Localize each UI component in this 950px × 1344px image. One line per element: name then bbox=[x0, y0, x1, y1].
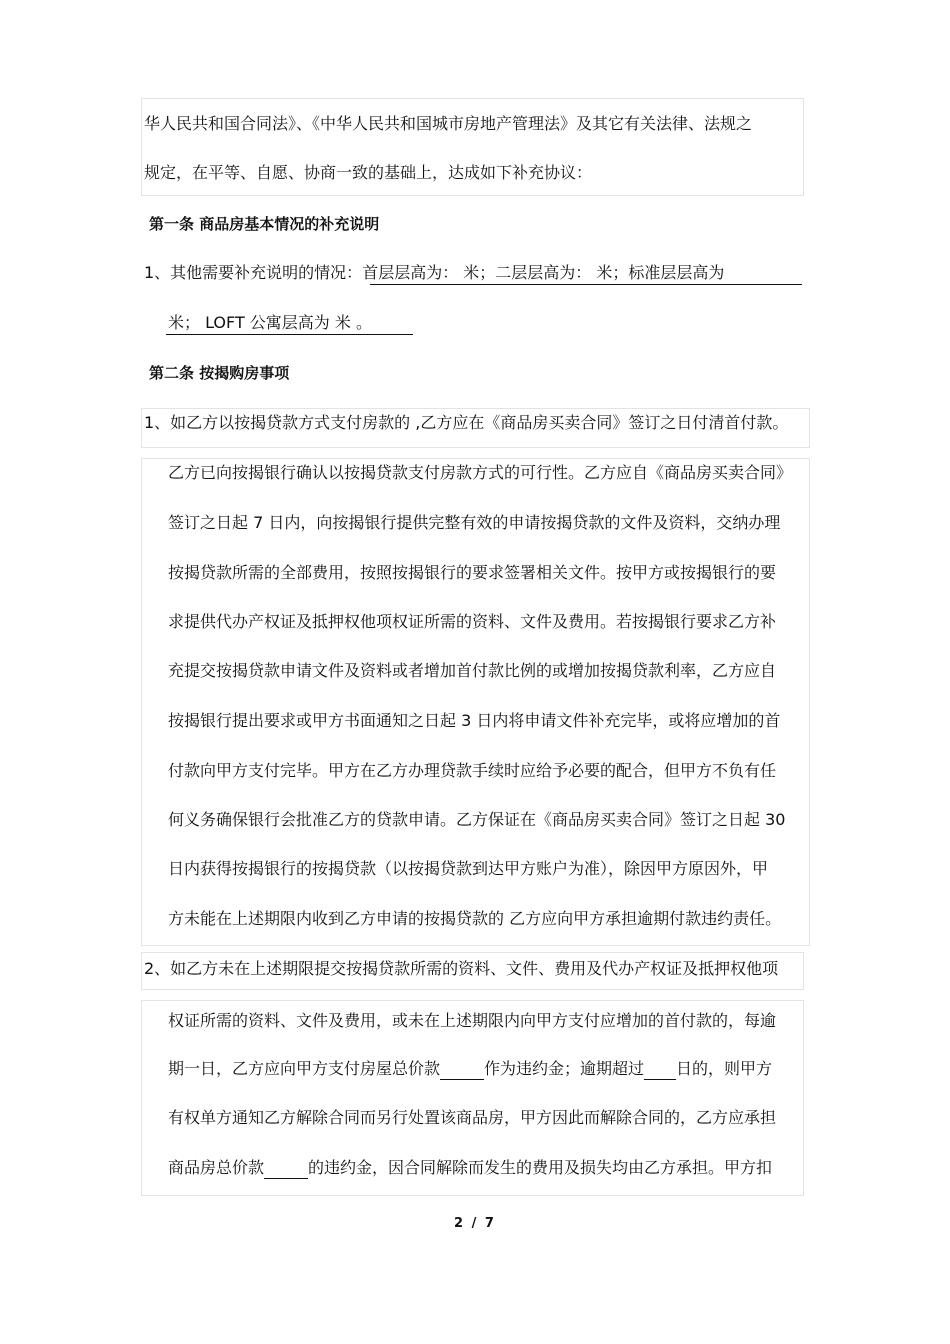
intro-line-1: 华人民共和国合同法》、《中华人民共和国城市房地产管理法》及其它有关法律、法规之 bbox=[144, 114, 753, 133]
termination-penalty-blank bbox=[264, 1160, 308, 1179]
article2-para1-line-8: 付款向甲方支付完毕。甲方在乙方办理贷款手续时应给予必要的配合，但甲方不负有任 bbox=[168, 761, 777, 780]
article2-para2-line-3 bbox=[168, 1058, 772, 1080]
intro-line-2: 规定，在平等、自愿、协商一致的基础上，达成如下补充协议： bbox=[144, 163, 593, 182]
article2-para1-line-1: 1、如乙方以按揭贷款方式支付房款的 ,乙方应在《商品房买卖合同》签订之日付清首付款。 bbox=[144, 413, 789, 432]
article2-para1-line-11: 方未能在上述期限内收到乙方申请的按揭贷款的 乙方应向甲方承担逾期付款违约责任。 bbox=[168, 909, 782, 928]
article1-item1-underline-2 bbox=[166, 334, 413, 335]
violation-rate-blank bbox=[440, 1061, 484, 1080]
article2-para1-line-2: 乙方已向按揭银行确认以按揭贷款支付房款方式的可行性。乙方应自《商品房买卖合同》 bbox=[168, 463, 793, 482]
article2-para1-line-4: 按揭贷款所需的全部费用，按照按揭银行的要求签署相关文件。按甲方或按揭银行的要 bbox=[168, 563, 777, 582]
article2-para2-line-5 bbox=[168, 1157, 772, 1179]
article2-para2-line-4: 有权单方通知乙方解除合同而另行处置该商品房，甲方因此而解除合同的，乙方应承担 bbox=[168, 1108, 777, 1127]
article2-para2-line-2: 权证所需的资料、文件及费用，或未在上述期限内向甲方支付应增加的首付款的，每逾 bbox=[168, 1011, 777, 1030]
article2-para1-line-7: 按揭银行提出要求或甲方书面通知之日起 3 日内将申请文件补充完毕，或将应增加的首 bbox=[168, 711, 781, 730]
para2-line5-part-b: 的违约金，因合同解除而发生的费用及损失均由乙方承担。甲方扣 bbox=[308, 1158, 773, 1177]
para2-line3-part-c: 日的，则甲方 bbox=[676, 1059, 773, 1078]
article2-para1-line-10: 日内获得按揭银行的按揭贷款（以按揭贷款到达甲方账户为准），除因甲方原因外，甲 bbox=[168, 859, 769, 878]
overdue-days-blank bbox=[644, 1061, 676, 1080]
page-indicator: 2 / 7 bbox=[454, 1216, 496, 1231]
para2-line5-part-a: 商品房总价款 bbox=[168, 1158, 265, 1177]
para2-line3-part-a: 期一日，乙方应向甲方支付房屋总价款 bbox=[168, 1059, 441, 1078]
article1-item1-rest: 首层层高为： 米；二层层高为： 米；标准层层高为 bbox=[362, 263, 725, 282]
article2-heading: 第二条 按揭购房事项 bbox=[149, 364, 290, 382]
article2-para1-line-9: 何义务确保银行会批准乙方的贷款申请。乙方保证在《商品房买卖合同》签订之日起 30 bbox=[168, 810, 786, 829]
article1-item1-line1 bbox=[144, 262, 724, 284]
article1-item1-underline-1 bbox=[370, 284, 802, 285]
article2-para1-line-3: 签订之日起 7 日内，向按揭银行提供完整有效的申请按揭贷款的文件及资料，交纳办理 bbox=[168, 513, 781, 532]
article1-item1-prefix: 1、其他需要补充说明的情况： bbox=[144, 263, 363, 282]
article2-para2-line-1: 2、如乙方未在上述期限提交按揭贷款所需的资料、文件、费用及代办产权证及抵押权他项 bbox=[144, 959, 779, 978]
article1-item1-line2: 米； LOFT 公寓层高为 米 。 bbox=[168, 313, 372, 332]
para2-line3-part-b: 作为违约金；逾期超过 bbox=[484, 1059, 645, 1078]
article2-para1-line-6: 充提交按揭贷款申请文件及资料或者增加首付款比例的或增加按揭贷款利率，乙方应自 bbox=[168, 661, 777, 680]
article1-heading: 第一条 商品房基本情况的补充说明 bbox=[149, 215, 380, 233]
article2-para1-line-5: 求提供代办产权证及抵押权他项权证所需的资料、文件及费用。若按揭银行要求乙方补 bbox=[168, 612, 777, 631]
